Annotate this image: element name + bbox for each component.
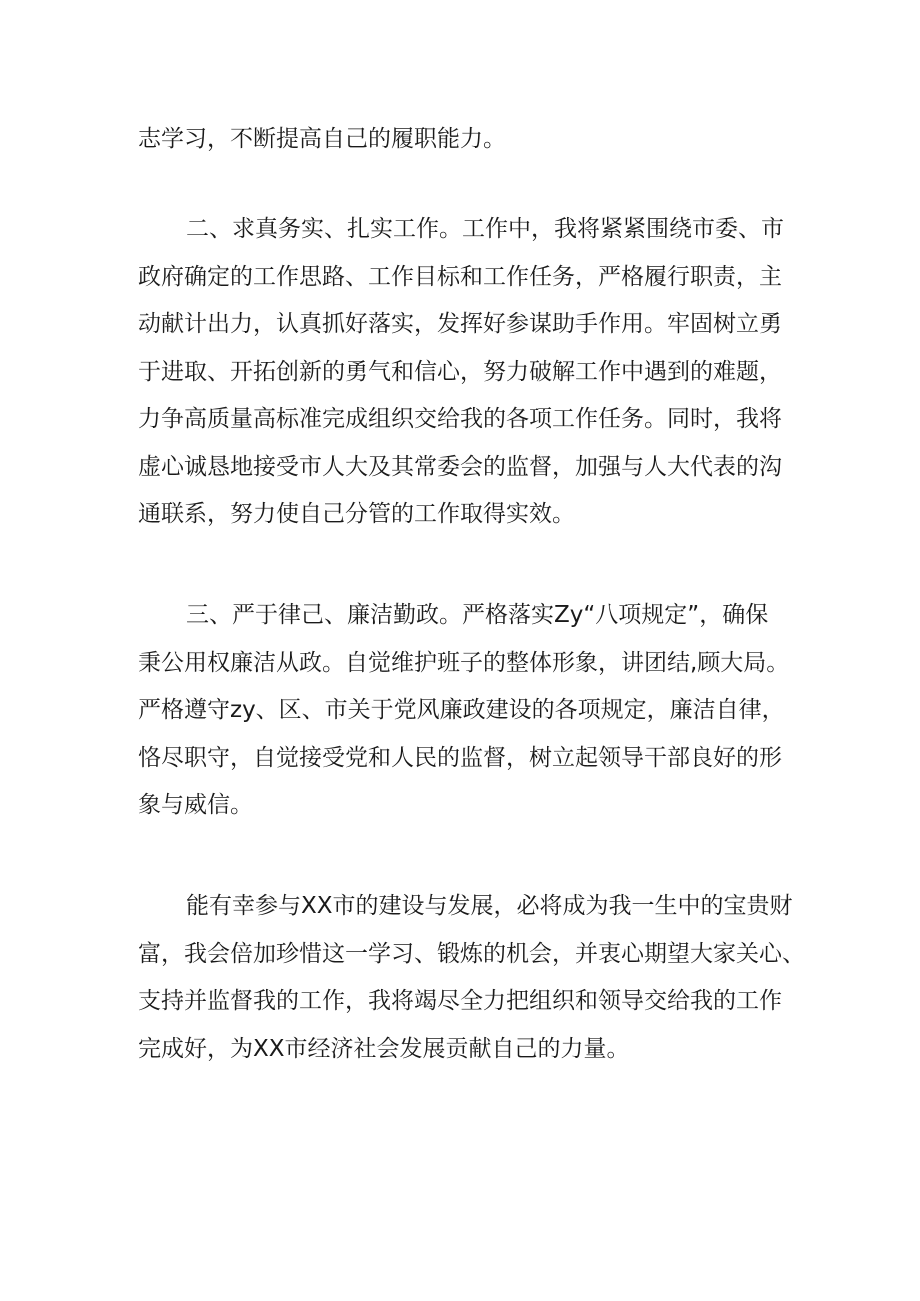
paragraph-continuation xyxy=(138,116,788,164)
text-line: 动献计出力，认真抓好落实，发挥好参谋助手作用。牢固树立勇 xyxy=(138,311,782,337)
text-line: 二、求真务实、扎实工作。工作中，我将紧紧围绕市委、市 xyxy=(186,216,784,242)
text-line: 秉公用权廉洁从政。自觉维护班子的整体形象，讲团结,顾大局。 xyxy=(138,649,790,676)
text-line: 虚心诚恳地接受市人大及其常委会的监督，加强与人大代表的沟 xyxy=(138,453,782,480)
text-line: 志学习，不断提高自己的履职能力。 xyxy=(138,126,506,152)
text-line: 恪尽职守，自觉接受党和人民的监督，树立起领导干部良好的形 xyxy=(138,744,782,771)
text-line: 富，我会倍加珍惜这一学习、锻炼的机会，并衷心期望大家关心、 xyxy=(138,940,805,967)
text-line: 象与威信。 xyxy=(138,792,253,818)
text-line: 力争高质量高标准完成组织交给我的各项工作任务。同时，我将 xyxy=(138,406,782,432)
text-line: 严格遵守zy、区、市关于党风廉政建设的各项规定，廉洁自律， xyxy=(138,697,785,723)
text-line: 通联系，努力使自己分管的工作取得实效。 xyxy=(138,501,575,527)
text-line: 完成好，为XX市经济社会发展贡献自己的力量。 xyxy=(138,1035,630,1062)
text-line: 政府确定的工作思路、工作目标和工作任务，严格履行职责，主 xyxy=(138,263,782,290)
paragraph-closing xyxy=(138,883,805,1073)
text-line: 能有幸参与XX市的建设与发展，必将成为我一生中的宝贵财 xyxy=(186,893,793,919)
paragraph-section-three xyxy=(138,592,788,830)
text-line: 支持并监督我的工作，我将竭尽全力把组织和领导交给我的工作 xyxy=(138,988,782,1014)
paragraph-section-two xyxy=(138,206,788,539)
text-line: 于进取、开拓创新的勇气和信心，努力破解工作中遇到的难题， xyxy=(138,358,782,385)
text-line: 三、严于律己、廉洁勤政。严格落实Zy“八项规定”，确保 xyxy=(186,602,769,628)
